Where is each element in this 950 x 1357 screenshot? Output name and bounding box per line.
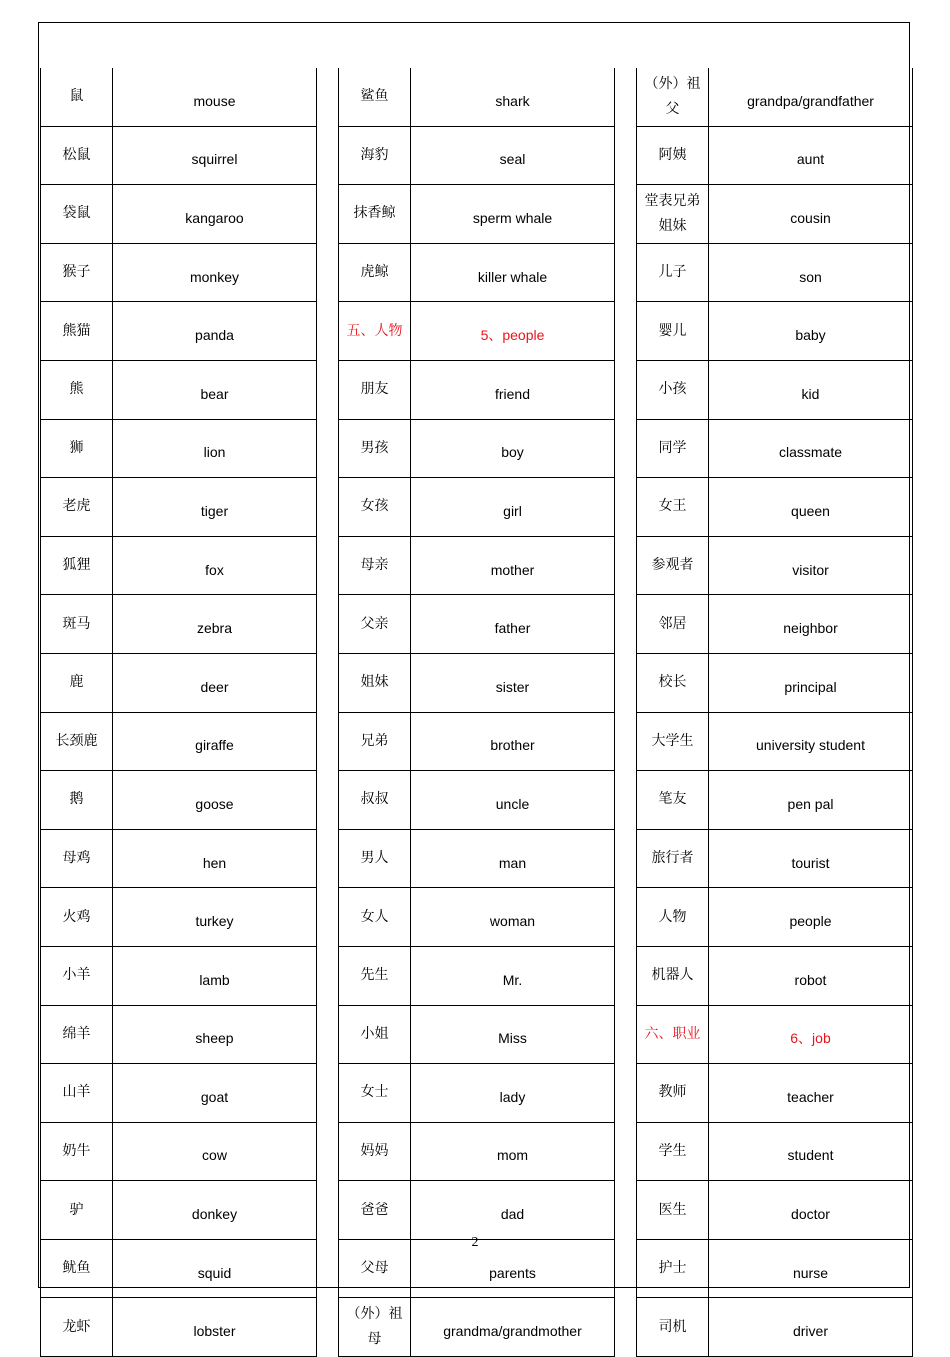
chinese-term: 司机 [637,1298,709,1357]
chinese-term: 鲨鱼 [339,68,411,126]
section-heading-zh: 六、职业 [637,1005,709,1064]
chinese-term: 鼠 [41,68,113,126]
chinese-term: 老虎 [41,478,113,537]
english-term: donkey [113,1181,317,1240]
table-row [339,888,615,947]
english-term: nurse [709,1239,913,1298]
table-row [637,1005,913,1064]
english-term: hen [113,829,317,888]
chinese-term: 女王 [637,478,709,537]
chinese-term: （外）祖父 [637,68,709,126]
english-term: neighbor [709,595,913,654]
english-term: grandpa/grandfather [709,68,913,126]
table-row [637,771,913,830]
english-term: visitor [709,536,913,595]
table-row [637,1181,913,1240]
chinese-term: 熊猫 [41,302,113,361]
chinese-term: 护士 [637,1239,709,1298]
english-term: lion [113,419,317,478]
table-row [339,1298,615,1357]
english-term: dad [411,1181,615,1240]
chinese-term: 猴子 [41,243,113,302]
chinese-term: 妈妈 [339,1122,411,1181]
chinese-term: 男孩 [339,419,411,478]
chinese-term: 袋鼠 [41,185,113,244]
table-row [339,1122,615,1181]
table-row [41,185,317,244]
chinese-term: 姐妹 [339,653,411,712]
table-row [637,360,913,419]
chinese-term: 松鼠 [41,126,113,185]
english-term: turkey [113,888,317,947]
table-row [339,653,615,712]
table-row [41,712,317,771]
chinese-term: 教师 [637,1064,709,1123]
chinese-term: 笔友 [637,771,709,830]
english-term: tourist [709,829,913,888]
table-row [637,302,913,361]
chinese-term: 母亲 [339,536,411,595]
table-row [637,185,913,244]
chinese-term: 婴儿 [637,302,709,361]
english-term: kid [709,360,913,419]
chinese-term: 兄弟 [339,712,411,771]
english-term: Mr. [411,946,615,1005]
chinese-term: 狐狸 [41,536,113,595]
english-term: mom [411,1122,615,1181]
english-term: giraffe [113,712,317,771]
chinese-term: 父母 [339,1239,411,1298]
english-term: tiger [113,478,317,537]
table-row [637,126,913,185]
english-term: killer whale [411,243,615,302]
chinese-term: 小孩 [637,360,709,419]
english-term: teacher [709,1064,913,1123]
english-term: sheep [113,1005,317,1064]
english-term: boy [411,419,615,478]
english-term: lamb [113,946,317,1005]
chinese-term: 熊 [41,360,113,419]
table-row [41,536,317,595]
english-term: girl [411,478,615,537]
english-term: cousin [709,185,913,244]
english-term: classmate [709,419,913,478]
english-term: sperm whale [411,185,615,244]
chinese-term: 堂表兄弟姐妹 [637,185,709,244]
table-row [41,68,317,126]
english-term: student [709,1122,913,1181]
english-term: friend [411,360,615,419]
english-term: grandma/grandmother [411,1298,615,1357]
chinese-term: 人物 [637,888,709,947]
table-row [41,1005,317,1064]
table-row [41,243,317,302]
table-row [339,419,615,478]
english-term: goat [113,1064,317,1123]
english-term: sister [411,653,615,712]
chinese-term: 爸爸 [339,1181,411,1240]
english-term: man [411,829,615,888]
table-row [339,829,615,888]
english-term: brother [411,712,615,771]
english-term: squirrel [113,126,317,185]
chinese-term: 儿子 [637,243,709,302]
table-row [41,595,317,654]
chinese-term: 奶牛 [41,1122,113,1181]
chinese-term: 斑马 [41,595,113,654]
english-term: Miss [411,1005,615,1064]
chinese-term: 旅行者 [637,829,709,888]
english-term: shark [411,68,615,126]
chinese-term: 邻居 [637,595,709,654]
english-term: lady [411,1064,615,1123]
table-row [41,1122,317,1181]
chinese-term: 女士 [339,1064,411,1123]
english-term: people [709,888,913,947]
table-row [637,829,913,888]
table-row [339,302,615,361]
table-row [41,302,317,361]
chinese-term: 女人 [339,888,411,947]
table-row [339,946,615,1005]
table-row [339,771,615,830]
english-term: deer [113,653,317,712]
table-row [637,1064,913,1123]
table-row [339,68,615,126]
english-term: squid [113,1239,317,1298]
english-term: mouse [113,68,317,126]
english-term: woman [411,888,615,947]
chinese-term: 海豹 [339,126,411,185]
table-row [41,653,317,712]
english-term: university student [709,712,913,771]
table-row [41,478,317,537]
english-term: panda [113,302,317,361]
chinese-term: 鹅 [41,771,113,830]
chinese-term: 同学 [637,419,709,478]
english-term: lobster [113,1298,317,1357]
english-term: parents [411,1239,615,1298]
english-term: father [411,595,615,654]
chinese-term: 火鸡 [41,888,113,947]
table-row [339,536,615,595]
english-term: aunt [709,126,913,185]
chinese-term: 母鸡 [41,829,113,888]
table-row [41,419,317,478]
chinese-term: 医生 [637,1181,709,1240]
chinese-term: 父亲 [339,595,411,654]
chinese-term: 学生 [637,1122,709,1181]
english-term: pen pal [709,771,913,830]
chinese-term: 校长 [637,653,709,712]
english-term: bear [113,360,317,419]
chinese-term: 先生 [339,946,411,1005]
vocab-table-1 [40,68,317,1357]
table-row [41,126,317,185]
table-row [637,1122,913,1181]
chinese-term: 小羊 [41,946,113,1005]
chinese-term: 小姐 [339,1005,411,1064]
chinese-term: （外）祖母 [339,1298,411,1357]
table-row [637,68,913,126]
table-row [339,478,615,537]
table-row [637,536,913,595]
table-row [41,829,317,888]
chinese-term: 机器人 [637,946,709,1005]
chinese-term: 女孩 [339,478,411,537]
table-row [637,946,913,1005]
table-row [339,595,615,654]
chinese-term: 大学生 [637,712,709,771]
english-term: zebra [113,595,317,654]
english-term: mother [411,536,615,595]
table-row [339,360,615,419]
chinese-term: 叔叔 [339,771,411,830]
english-term: driver [709,1298,913,1357]
english-term: kangaroo [113,185,317,244]
table-row [637,653,913,712]
english-term: son [709,243,913,302]
chinese-term: 阿姨 [637,126,709,185]
table-row [41,1181,317,1240]
chinese-term: 驴 [41,1181,113,1240]
table-row [339,1064,615,1123]
table-row [41,1298,317,1357]
table-row [637,419,913,478]
table-row [637,1298,913,1357]
english-term: queen [709,478,913,537]
english-term: seal [411,126,615,185]
table-row [41,1064,317,1123]
english-term: fox [113,536,317,595]
chinese-term: 参观者 [637,536,709,595]
chinese-term: 鱿鱼 [41,1239,113,1298]
english-term: uncle [411,771,615,830]
section-heading-en: 6、job [709,1005,913,1064]
chinese-term: 鹿 [41,653,113,712]
chinese-term: 抹香鲸 [339,185,411,244]
english-term: baby [709,302,913,361]
english-term: robot [709,946,913,1005]
chinese-term: 狮 [41,419,113,478]
table-row [637,478,913,537]
vocab-table-3 [636,68,913,1357]
chinese-term: 虎鲸 [339,243,411,302]
table-row [339,243,615,302]
table-row [339,1005,615,1064]
table-row [41,946,317,1005]
table-row [339,1181,615,1240]
vocab-table-2 [338,68,615,1357]
table-row [637,595,913,654]
page-number: 2 [471,1235,479,1250]
chinese-term: 龙虾 [41,1298,113,1357]
english-term: doctor [709,1181,913,1240]
chinese-term: 男人 [339,829,411,888]
english-term: goose [113,771,317,830]
table-row [637,243,913,302]
chinese-term: 朋友 [339,360,411,419]
chinese-term: 长颈鹿 [41,712,113,771]
table-row [41,360,317,419]
section-heading-en: 5、people [411,302,615,361]
table-row [41,888,317,947]
english-term: cow [113,1122,317,1181]
table-row [339,185,615,244]
section-heading-zh: 五、人物 [339,302,411,361]
table-row [637,712,913,771]
chinese-term: 绵羊 [41,1005,113,1064]
table-row [339,126,615,185]
english-term: monkey [113,243,317,302]
table-row [637,888,913,947]
chinese-term: 山羊 [41,1064,113,1123]
table-row [41,771,317,830]
english-term: principal [709,653,913,712]
table-row [339,712,615,771]
